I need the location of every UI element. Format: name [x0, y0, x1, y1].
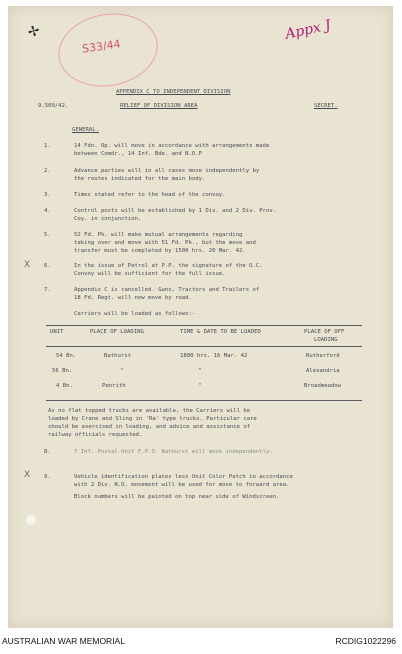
footer-record-id: RCDIG1022296: [335, 636, 396, 646]
pencil-mark: X: [24, 470, 31, 480]
table-cell: Rutherford: [306, 353, 340, 359]
item-number: 3.: [44, 192, 51, 198]
table-cell: Penrith: [102, 383, 126, 389]
table-header-loading-place: PLACE OF LOADING: [90, 329, 144, 335]
item-line: Coy. in conjunction.: [74, 216, 142, 222]
pencil-mark: X: [24, 260, 31, 270]
item-number: 5.: [44, 232, 51, 238]
handwritten-annotation: Appx J: [283, 17, 333, 43]
item-number: 4.: [44, 208, 51, 214]
item-line: taking over and move with 51 Fd. Pk., but the move and: [74, 240, 256, 246]
carriers-intro: Carriers will be loaded as follows:-: [74, 311, 196, 317]
table-cell: Broadmeadow: [304, 383, 342, 389]
note-line: As no flat topped trucks are available, the Carriers will be: [48, 408, 251, 414]
item-number: 6.: [44, 263, 51, 269]
stamp-number: S33/44: [81, 37, 122, 56]
table-header-unit: UNIT: [50, 329, 64, 335]
item-line: Control posts will be established by 1 Div. and 2 Div. Prov.: [74, 208, 277, 214]
table-cell: ": [198, 368, 202, 374]
reference-number: 9.509/42.: [38, 103, 69, 109]
item-line: Appendix C is cancelled. Guns, Tractors and Trailers of: [74, 287, 260, 293]
table-cell: 1800 hrs. 16 Mar. 42: [180, 353, 248, 359]
item-line: 14 Fdn. Op. will move in accordance with arrangements made: [74, 143, 270, 149]
item-line: Vehicle identification plates less Unit Color Patch in accordance: [74, 474, 293, 480]
item-line: with 2 Div. N.O. movement will be used for move to forward area.: [74, 482, 290, 488]
table-cell: ": [198, 383, 202, 389]
note-line: railway officials requested.: [48, 432, 143, 438]
document-page: [8, 6, 393, 628]
item-line: Convoy will be sufficient for the full issue.: [74, 271, 226, 277]
table-header-rule: [46, 346, 362, 347]
table-cell: ": [120, 368, 124, 374]
section-heading: GENERAL.: [72, 127, 99, 133]
note-line: should be exercised in loading, and advice and assistance of: [48, 424, 251, 430]
item-line: 18 Fd. Regt. will now move by road.: [74, 295, 192, 301]
table-cell: 54 Bn.: [56, 353, 77, 359]
document-subtitle: RELIEF OF DIVISION AREA: [120, 103, 198, 109]
footer-archive-name: AUSTRALIAN WAR MEMORIAL: [2, 636, 125, 646]
corner-cross-mark: ✢: [26, 22, 42, 42]
item-line: 52 Fd. Pk. will make mutual arrangements regarding: [74, 232, 243, 238]
item-line: Block numbers will be painted on top near side of Windscreen.: [74, 494, 280, 500]
item-number: 9.: [44, 474, 51, 480]
table-bottom-rule: [46, 400, 362, 401]
item-line: 7 Inf. Postal Unit F.P.O. Bathurst will move independently.: [74, 449, 273, 455]
punch-hole: [26, 515, 36, 525]
table-cell: Bathurst: [104, 353, 131, 359]
item-line: In the issue of Petrol at P.P. the signature of the O.C.: [74, 263, 263, 269]
item-line: Times stated refer to the head of the convoy.: [74, 192, 226, 198]
item-line: Advance parties will in all cases move independently by: [74, 168, 260, 174]
table-header-offload-place: PLACE OF OFF: [304, 329, 345, 335]
note-line: loaded by Crane and Sling in 'Ra' type trucks. Particular care: [48, 416, 257, 422]
table-cell: 4 Bn.: [56, 383, 73, 389]
classification-mark: SECRET.: [314, 103, 338, 109]
item-number: 1.: [44, 143, 51, 149]
table-header-time-date: TIME & DATE TO BE LOADED: [180, 329, 261, 335]
table-cell: 56 Bn.: [52, 368, 73, 374]
table-cell: Alexandria: [306, 368, 340, 374]
item-line: the routes indicated for the main body.: [74, 176, 206, 182]
item-number: 7.: [44, 287, 51, 293]
table-header-offload-place-2: LOADING: [314, 337, 338, 343]
item-line: between Comdr., 14 Inf. Bde. and N.O.P: [74, 151, 202, 157]
item-line: transfer must be completed by 1500 hrs. 20 Mar. 42.: [74, 248, 246, 254]
item-number: 2.: [44, 168, 51, 174]
document-title: APPENDIX C TO INDEPENDENT DIVISION: [116, 89, 231, 95]
table-top-rule: [46, 325, 362, 326]
item-number: 8.: [44, 449, 51, 455]
